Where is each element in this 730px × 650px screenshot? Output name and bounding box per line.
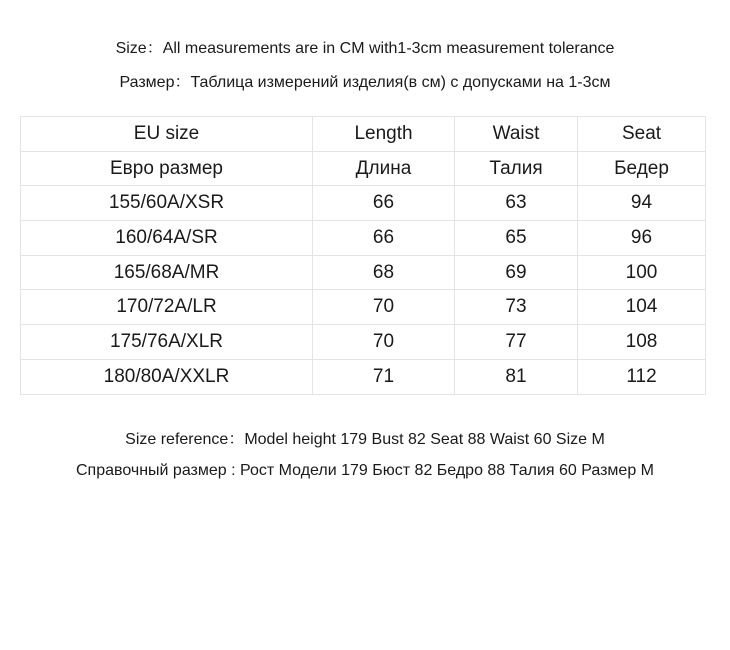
cell-size: 155/60A/XSR [21, 186, 313, 221]
cell-length: 66 [313, 186, 455, 221]
cell-size: 170/72A/LR [21, 290, 313, 325]
cell-size: 165/68A/MR [21, 255, 313, 290]
cell-waist: 69 [455, 255, 578, 290]
table-row [21, 221, 706, 256]
cell-length: 68 [313, 255, 455, 290]
header-seat-ru: Бедер [578, 151, 706, 186]
table-row [21, 359, 706, 394]
header-length: Length [313, 117, 455, 152]
cell-length: 70 [313, 325, 455, 360]
header-row-russian [21, 151, 706, 186]
cell-seat: 112 [578, 359, 706, 394]
size-note-english: Size：All measurements are in CM with1-3cm measurement tolerance [115, 40, 615, 57]
header-waist: Waist [455, 117, 578, 152]
cell-waist: 73 [455, 290, 578, 325]
header-waist-ru: Талия [455, 151, 578, 186]
cell-seat: 104 [578, 290, 706, 325]
header-eu-size-ru: Евро размер [21, 151, 313, 186]
cell-waist: 65 [455, 221, 578, 256]
header-length-ru: Длина [313, 151, 455, 186]
table-row [21, 255, 706, 290]
table-row [21, 186, 706, 221]
cell-size: 180/80A/XXLR [21, 359, 313, 394]
cell-length: 71 [313, 359, 455, 394]
cell-length: 70 [313, 290, 455, 325]
header-seat: Seat [578, 117, 706, 152]
cell-seat: 108 [578, 325, 706, 360]
cell-waist: 81 [455, 359, 578, 394]
table-row [21, 290, 706, 325]
table-row [21, 325, 706, 360]
cell-seat: 96 [578, 221, 706, 256]
size-table [20, 116, 706, 395]
cell-seat: 94 [578, 186, 706, 221]
header-eu-size: EU size [21, 117, 313, 152]
cell-waist: 63 [455, 186, 578, 221]
header-row-english [21, 117, 706, 152]
cell-waist: 77 [455, 325, 578, 360]
size-note-russian: Размер：Таблица измерений изделия(в см) с допусками на 1-3см [119, 74, 611, 91]
size-reference-russian: Справочный размер : Рост Модели 179 Бюст 82 Бедро 88 Талия 60 Размер М [75, 462, 654, 479]
size-reference-english: Size reference：Model height 179 Bust 82 Seat 88 Waist 60 Size M [125, 431, 605, 448]
cell-size: 160/64A/SR [21, 221, 313, 256]
cell-size: 175/76A/XLR [21, 325, 313, 360]
cell-seat: 100 [578, 255, 706, 290]
cell-length: 66 [313, 221, 455, 256]
